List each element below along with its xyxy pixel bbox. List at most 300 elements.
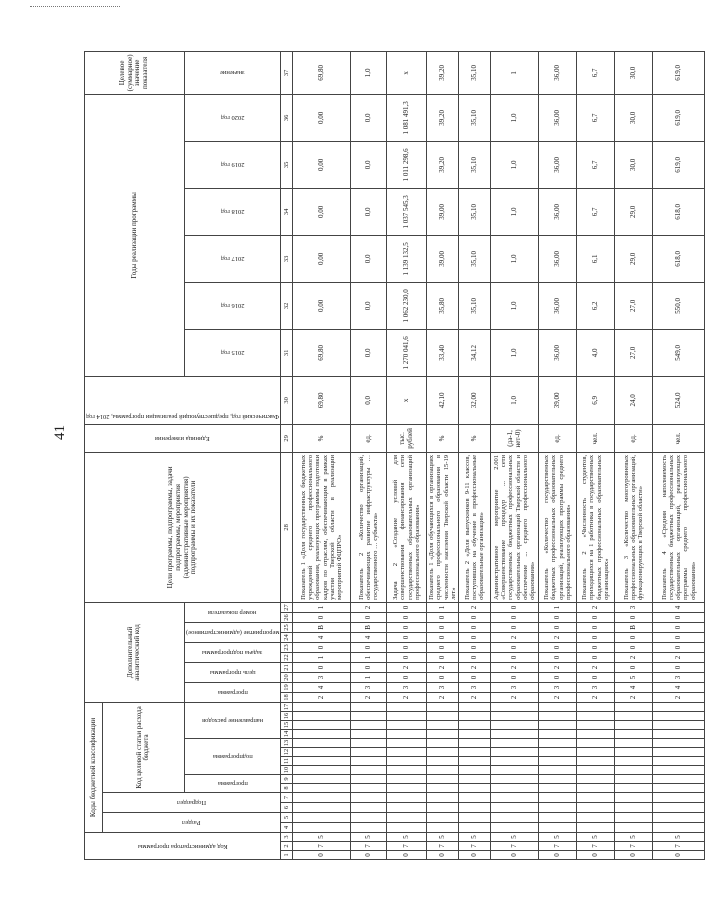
column-number: 27: [281, 602, 293, 612]
code-cell: [577, 813, 615, 823]
unit-cell: ед.: [615, 424, 653, 452]
code-cell: [653, 823, 705, 833]
code-cell: В: [615, 622, 653, 632]
code-cell: [653, 775, 705, 784]
indicator-name: Показатель 2 «Доля выпускников 9-11 классов, поступивших на обучение в профессиональные образовательные организации»: [459, 452, 491, 602]
target-cell: 30,0: [615, 51, 653, 94]
code-cell: [293, 712, 351, 721]
fact-cell: 6,9: [577, 376, 615, 424]
indicator-name: Показатель 1 «Доля обучающихся в организациях среднего профессионального образования в численности населения Тверской области 15-19 лет»: [427, 452, 459, 602]
fact-cell: 32,00: [459, 376, 491, 424]
code-cell: [293, 766, 351, 775]
code-cell: 4: [293, 682, 351, 692]
code-cell: 0: [427, 622, 459, 632]
indicator-name: Показатель 2 «Количество организаций, обеспечивающих развитие инфраструктуры … государственного … субъекта»: [351, 452, 387, 602]
fact-cell: 524,0: [653, 376, 705, 424]
code-cell: 5: [653, 833, 705, 842]
code-cell: [653, 784, 705, 793]
analytic-code-header: Дополнительный аналитический код: [85, 602, 185, 702]
code-cell: 0: [459, 652, 491, 662]
code-cell: 7: [577, 842, 615, 851]
year-value: 35,80: [427, 282, 459, 329]
column-number: 23: [281, 642, 293, 652]
code-cell: 0: [539, 672, 577, 682]
unit-header: Единица измерения: [85, 424, 281, 452]
column-number: 5: [281, 813, 293, 823]
code-cell: 3: [539, 682, 577, 692]
target-cell: 69,80: [293, 51, 351, 94]
code-cell: В: [351, 622, 387, 632]
code-cell: 0: [293, 612, 351, 622]
year-value: 35,10: [459, 94, 491, 141]
budget-classification-header: Коды бюджетной классификации: [85, 702, 103, 832]
year-value: 1,0: [491, 94, 539, 141]
code-cell: 3: [653, 672, 705, 682]
code-cell: [351, 757, 387, 766]
code-cell: [577, 730, 615, 739]
code-cell: 0: [539, 851, 577, 860]
code-cell: 0: [653, 851, 705, 860]
year-value: 6,1: [577, 235, 615, 282]
year-value: 0,0: [351, 235, 387, 282]
code-cell: [459, 766, 491, 775]
code-cell: [351, 803, 387, 813]
code-cell: [427, 757, 459, 766]
code-cell: [653, 748, 705, 757]
code-cell: 3: [577, 682, 615, 692]
code-cell: 0: [491, 602, 539, 612]
code-cell: [387, 721, 427, 730]
code-cell: [491, 784, 539, 793]
code-cell: [653, 766, 705, 775]
year-value: 618,0: [653, 235, 705, 282]
code-cell: 2: [351, 692, 387, 702]
code-cell: [539, 813, 577, 823]
year-value: 27,0: [615, 329, 653, 376]
table-body: [293, 51, 705, 859]
code-cell: 2: [351, 602, 387, 612]
code-cell: [427, 730, 459, 739]
code-cell: 0: [427, 612, 459, 622]
code-cell: 0: [459, 672, 491, 682]
code-cell: [539, 739, 577, 748]
code-cell: [427, 739, 459, 748]
column-number: 12: [281, 748, 293, 757]
year-value: 1,0: [491, 282, 539, 329]
table-row: [459, 51, 491, 859]
code-cell: [653, 702, 705, 711]
year-value: 0,00: [293, 235, 351, 282]
year-value: 29,0: [615, 188, 653, 235]
program-indicators-table: [84, 51, 705, 860]
year-value: 0,0: [351, 94, 387, 141]
code-cell: [427, 775, 459, 784]
code-cell: 0: [539, 612, 577, 622]
column-number: 33: [281, 235, 293, 282]
column-number: 35: [281, 141, 293, 188]
column-number: 18: [281, 692, 293, 702]
code-cell: [491, 702, 539, 711]
code-cell: [293, 823, 351, 833]
code-cell: 0: [653, 622, 705, 632]
code-cell: [351, 775, 387, 784]
code-cell: 0: [351, 612, 387, 622]
table-row: [387, 51, 427, 859]
year-value: 1 037 545,3: [387, 188, 427, 235]
code-cell: [539, 803, 577, 813]
column-number: 25: [281, 622, 293, 632]
code-cell: [427, 766, 459, 775]
code-cell: [615, 721, 653, 730]
code-cell: 0: [427, 642, 459, 652]
year-2020: 2020 год: [184, 94, 280, 141]
code-cell: [351, 712, 387, 721]
table-row: [539, 51, 577, 859]
code-cell: 0: [293, 662, 351, 672]
year-value: 6,7: [577, 94, 615, 141]
code-cell: [293, 757, 351, 766]
analytic-zadacha: задача подпрограммы: [184, 642, 280, 662]
year-value: 550,0: [653, 282, 705, 329]
code-cell: 0: [539, 652, 577, 662]
code-cell: [293, 702, 351, 711]
fact-cell: 24,0: [615, 376, 653, 424]
code-cell: 0: [351, 851, 387, 860]
code-cell: [351, 721, 387, 730]
code-cell: 0: [653, 642, 705, 652]
code-cell: 0: [459, 851, 491, 860]
year-value: 39,20: [427, 141, 459, 188]
code-cell: [293, 813, 351, 823]
code-cell: [351, 748, 387, 757]
code-cell: 2: [577, 602, 615, 612]
unit-cell: %: [427, 424, 459, 452]
code-cell: [653, 739, 705, 748]
year-value: 36,00: [539, 141, 577, 188]
fact-cell: 42,10: [427, 376, 459, 424]
year-value: 30,0: [615, 141, 653, 188]
code-cell: 0: [653, 612, 705, 622]
code-cell: 0: [387, 851, 427, 860]
target-header: Целевое (суммарное) значение показателя: [85, 51, 185, 94]
analytic-cel: цель программы: [184, 662, 280, 682]
code-cell: 0: [351, 662, 387, 672]
code-cell: [539, 757, 577, 766]
code-cell: [615, 793, 653, 803]
code-cell: [427, 803, 459, 813]
code-cell: 0: [459, 622, 491, 632]
column-number: 34: [281, 188, 293, 235]
column-number: 8: [281, 784, 293, 793]
code-cell: 2: [427, 692, 459, 702]
code-cell: [427, 784, 459, 793]
code-cell: [427, 748, 459, 757]
code-cell: [615, 803, 653, 813]
target-cell: 39,20: [427, 51, 459, 94]
code-cell: [427, 813, 459, 823]
code-cell: [491, 766, 539, 775]
column-number: 11: [281, 757, 293, 766]
code-cell: [459, 721, 491, 730]
code-cell: 5: [577, 833, 615, 842]
code-cell: [491, 813, 539, 823]
code-cell: 0: [539, 622, 577, 632]
code-cell: 3: [351, 682, 387, 692]
code-cell: 0: [615, 662, 653, 672]
code-cell: 5: [387, 833, 427, 842]
code-cell: [387, 813, 427, 823]
code-cell: 5: [459, 833, 491, 842]
unit-cell: (да-1, нет-0): [491, 424, 539, 452]
year-value: 618,0: [653, 188, 705, 235]
indicator-name: Показатель 2 «Численность студентов, приходящихся на 1 работника в государственных бюджетных профессиональных образовательных организациях»: [577, 452, 615, 602]
target-cell: 36,00: [539, 51, 577, 94]
year-value: 0,0: [351, 188, 387, 235]
code-cell: [459, 748, 491, 757]
code-cell: 0: [387, 652, 427, 662]
code-cell: 2: [539, 662, 577, 672]
analytic-programma: программа: [184, 682, 280, 702]
year-value: 1 270 041,6: [387, 329, 427, 376]
code-cell: 2: [577, 662, 615, 672]
column-number: 37: [281, 51, 293, 94]
year-value: 0,0: [351, 141, 387, 188]
column-number: 3: [281, 833, 293, 842]
code-cell: 7: [387, 842, 427, 851]
code-cell: [459, 757, 491, 766]
code-cell: 3: [387, 682, 427, 692]
code-cell: [577, 823, 615, 833]
code-cell: 2: [653, 692, 705, 702]
code-cell: 0: [577, 632, 615, 642]
code-cell: [491, 823, 539, 833]
year-value: 36,00: [539, 235, 577, 282]
code-cell: 0: [577, 622, 615, 632]
unit-cell: %: [293, 424, 351, 452]
code-cell: [539, 793, 577, 803]
column-number: 9: [281, 775, 293, 784]
column-number: 6: [281, 803, 293, 813]
code-cell: 2: [653, 652, 705, 662]
code-cell: 5: [491, 833, 539, 842]
code-cell: 2: [387, 692, 427, 702]
fact-cell: 1,0: [491, 376, 539, 424]
column-number: 17: [281, 702, 293, 711]
table-viewport: [84, 54, 697, 860]
year-value: 29,0: [615, 235, 653, 282]
target-cell: 1: [491, 51, 539, 94]
indicator-name: Задача 2 «Создание условий для совершенствования финансирования сети государственных образовательных организаций профессионального образования»: [387, 452, 427, 602]
code-cell: 2: [491, 632, 539, 642]
code-cell: [615, 712, 653, 721]
code-cell: [387, 748, 427, 757]
code-cell: 0: [615, 851, 653, 860]
code-cell: [615, 775, 653, 784]
admin-code-header: Код администратора программы: [85, 833, 281, 860]
code-cell: [459, 803, 491, 813]
code-cell: 0: [491, 851, 539, 860]
year-value: 34,12: [459, 329, 491, 376]
code-cell: 5: [351, 833, 387, 842]
code-cell: [387, 775, 427, 784]
code-cell: 7: [351, 842, 387, 851]
code-cell: [615, 813, 653, 823]
year-value: 1,0: [491, 235, 539, 282]
fact-cell: 39,00: [539, 376, 577, 424]
year-value: 0,00: [293, 282, 351, 329]
code-cell: 0: [491, 652, 539, 662]
code-cell: 2: [459, 662, 491, 672]
column-number: 16: [281, 712, 293, 721]
rotated-table-wrapper: [84, 54, 697, 860]
code-cell: [577, 803, 615, 813]
code-cell: В: [293, 622, 351, 632]
column-number: 31: [281, 329, 293, 376]
column-number: 30: [281, 376, 293, 424]
code-cell: [653, 813, 705, 823]
code-cell: [351, 784, 387, 793]
scan-marks: [30, 6, 120, 11]
code-cell: [577, 766, 615, 775]
code-cell: [653, 721, 705, 730]
code-cell: [539, 748, 577, 757]
column-number: 24: [281, 632, 293, 642]
code-cell: 4: [351, 632, 387, 642]
indicator-name: Показатель 4 «Средняя наполняемость государственных бюджетных профессиональных образовательных организаций, реализующих программы среднего профессионального образования»: [653, 452, 705, 602]
code-cell: 0: [577, 672, 615, 682]
razdel-header: Раздел: [103, 813, 281, 833]
column-number: 29: [281, 424, 293, 452]
year-2018: 2018 год: [184, 188, 280, 235]
target-cell: 6,7: [577, 51, 615, 94]
code-cell: [615, 784, 653, 793]
code-cell: [491, 739, 539, 748]
code-cell: [387, 757, 427, 766]
code-cell: [539, 730, 577, 739]
table-row: [351, 51, 387, 859]
code-cell: 2: [387, 662, 427, 672]
year-value: 35,10: [459, 188, 491, 235]
code-cell: [459, 775, 491, 784]
code-cell: [491, 721, 539, 730]
column-number: 19: [281, 682, 293, 692]
column-numbers-row: [281, 51, 293, 859]
kcsr-podprogramma: подпрограмма: [184, 739, 280, 775]
code-cell: [539, 766, 577, 775]
year-value: 4,0: [577, 329, 615, 376]
code-cell: [387, 712, 427, 721]
code-cell: [427, 793, 459, 803]
code-cell: 4: [653, 602, 705, 612]
year-value: 6,2: [577, 282, 615, 329]
code-cell: [427, 702, 459, 711]
year-value: 39,20: [427, 94, 459, 141]
code-cell: 4: [293, 632, 351, 642]
unit-cell: %: [459, 424, 491, 452]
indicator-name: Административное мероприятие 2.001 «Совершенствование процедур ... сети государственных бюджетных профессиональных образовательных организаций Тверской области и обеспечение ... среднего профессионального образования»: [491, 452, 539, 602]
table-row: [577, 51, 615, 859]
code-cell: [387, 766, 427, 775]
code-cell: [615, 739, 653, 748]
code-cell: 0: [577, 851, 615, 860]
code-cell: [351, 793, 387, 803]
code-cell: 7: [293, 842, 351, 851]
code-cell: 0: [293, 642, 351, 652]
code-cell: 0: [387, 622, 427, 632]
code-cell: 0: [653, 632, 705, 642]
code-cell: [459, 793, 491, 803]
code-cell: [653, 793, 705, 803]
code-cell: 0: [491, 612, 539, 622]
code-cell: 0: [615, 632, 653, 642]
code-cell: 0: [387, 642, 427, 652]
code-cell: [491, 775, 539, 784]
code-cell: [653, 757, 705, 766]
code-cell: 3: [491, 682, 539, 692]
code-cell: 2: [459, 602, 491, 612]
column-number: 21: [281, 662, 293, 672]
year-2017: 2017 год: [184, 235, 280, 282]
kcsr-programma: программа: [184, 775, 280, 793]
code-cell: 0: [459, 632, 491, 642]
code-cell: [491, 748, 539, 757]
code-cell: 1: [293, 602, 351, 612]
code-cell: [539, 775, 577, 784]
year-value: 1 011 298,6: [387, 141, 427, 188]
code-cell: 7: [459, 842, 491, 851]
code-cell: 1: [351, 672, 387, 682]
code-cell: 0: [615, 612, 653, 622]
code-cell: 0: [459, 612, 491, 622]
code-cell: [491, 712, 539, 721]
year-value: 27,0: [615, 282, 653, 329]
code-cell: 2: [491, 662, 539, 672]
fact-cell: 69,80: [293, 376, 351, 424]
year-value: 0,0: [351, 282, 387, 329]
table-row: [293, 51, 351, 859]
code-cell: [577, 721, 615, 730]
year-value: 35,10: [459, 282, 491, 329]
code-cell: [491, 803, 539, 813]
code-cell: 2: [459, 692, 491, 702]
code-cell: 5: [427, 833, 459, 842]
code-cell: [459, 784, 491, 793]
code-cell: [459, 730, 491, 739]
code-cell: 2: [577, 692, 615, 702]
code-cell: [615, 702, 653, 711]
code-cell: [351, 739, 387, 748]
code-cell: [387, 793, 427, 803]
indicator-name: Показатель 1 «Доля государственных бюджетных учреждений среднего профессионального образования, реализующих программы подготовки кадров по отраслям, обеспечивающим в рамках участия Тверской области в реализации мероприятий ФЦПРО»: [293, 452, 351, 602]
code-cell: 5: [615, 672, 653, 682]
table-row: [615, 51, 653, 859]
column-number: 13: [281, 739, 293, 748]
year-value: 549,0: [653, 329, 705, 376]
target-cell: 1,0: [351, 51, 387, 94]
year-value: 6,7: [577, 188, 615, 235]
code-cell: 3: [293, 672, 351, 682]
code-cell: [293, 739, 351, 748]
code-cell: 5: [293, 833, 351, 842]
code-cell: [459, 702, 491, 711]
table-row: [491, 51, 539, 859]
code-cell: [387, 739, 427, 748]
code-cell: [293, 730, 351, 739]
code-cell: 0: [577, 642, 615, 652]
code-cell: 0: [577, 652, 615, 662]
year-value: 1 062 230,0: [387, 282, 427, 329]
code-cell: [293, 775, 351, 784]
